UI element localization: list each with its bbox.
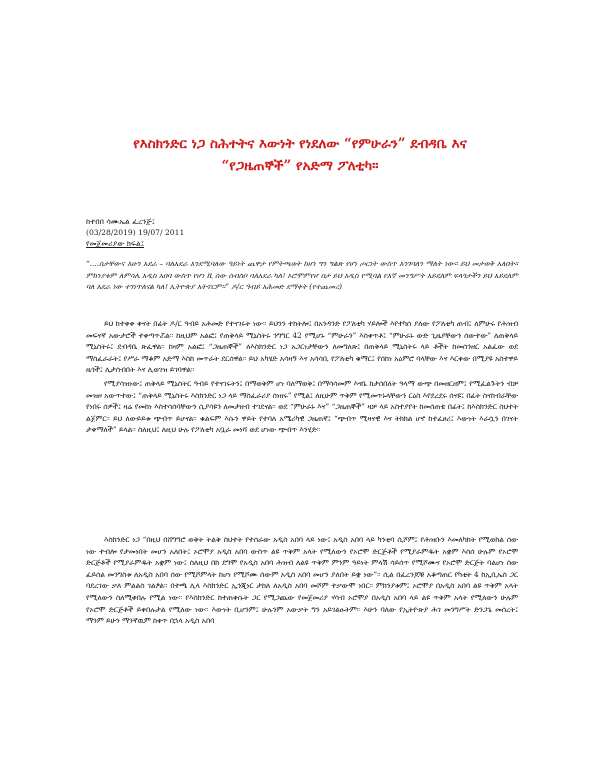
section-label: የመጀመሪያው ክፍል፤ [86, 239, 144, 248]
body-paragraph: እስክንድር ነጋ “በዚህ በሸግግሮ ወቅት ትልቅ ስህተት የተሰራው አዲስ አበባ ላይ ነው፤ አዲስ አበባ ላይ ካንቲባ ሲሾም፤ የሕዝቡን እመለካከት የሚወክል ሰው ነው ተብሎ የታመነበት መሆን አለበት፤ ኦሮሞያ አዲስ አበባ ውስጥ ልዩ ጥቅም አላት የሚለውን የኦሮሞ ድርጅቶች የሚያራምዱት አቋም እስሰ ሁሉም የኦሮሞ ድርጅቶች የሚያራምዱት አቋም ነው፤ ስለዚህ በክ ደግሞ የአዲስ አበባ ሕዝብ ለልዩ ጥቅም ምንም ዓይነት ምላሽ ሳይሰጥ የሚሾሙና የኦሮሞ ድርጅት ባልሆነ ሰው ፈይሰል መንግስቱ ለአዲስ አበባ ሰው የሚሾምላት ከሆነ የሚሾሙ ሰውም አዲስ አበባ መሆን ያለበት ይቋ ነው”፡፡ ሲል በፈረንጆቹ አቆጣጠር የካቲት 4 ከኢቢኤስ ጋር ባደረገው ቃለ ምልልስ ገልፆል፡፡ በተጫ ሊላ እስክንድር ኢንጂነር ታከለ ለአዲስ አበባ መሾም ተቃውሞ ነበር፡፡ ምክንያቱም፤ ኦሮሞያ በአዲስ አበባ ልዩ ጥቅም አላት የሚለውን ስለሚቀበሉ የሚል ነው፡፡ የእስክንድር ከተጠቀሱት ጋር የሚጋጨው የመጀመሪያ ሃሳብ ኦሮሞያ በአዲስ አበባ ላይ ልዩ ጥቅም አላት የሚለውን ሁሉም የኦሮሞ ድርጅቶች ይቀበሉታል የሚለው ነው፡፡ እውነት ቢሆንም፤ ሁሉንም አውቃት ግን አይገልፁትም፡፡ እሁን ባለው የኢትዮጵያ ሕገ መንግሥት ድንጋጌ መሰረት፤ ማንም ይሁን ማንኛዉም ከቀጥ በኋላ አዲስ አበባ [86, 535, 518, 626]
body-paragraph: የሚያሳዝነው፤ ጠቅላይ ሚኒስትር ዓብይ የተናገሩትን፤ በማወቅም ሆነ ባለማወቅ፤ በማሳሳመም እናቤ ከታሰበለት ዓላማ ውጭ በመዘርዘም፤ የሚፈልጉትን ብቻ መዝዞ አውጥተው፤ “ጠቅላይ ሚኒስትሩ እስክንድር ነጋ ላይ ማስፈራሪያ ሰነዘሩ” የሚል፤ ለዚሁም ጥቅም የሚመጥኑላቸውን ርዕስ እየደረደሩ ሰናዩ፤ በፊት ስናከብራቸው የነበሩ ሰዎች፤ ዛሬ የመከነ እስተሳሰባቸውን ሲያሳዩን ለመታዘብ ተገደናል፡፡ ወደ “ምሁራኑ እና” “ጋዜጠኞች” ዛቻ ላይ አስተያየት ከመሰጠቴ በፊት፤ ከእስክንድር ስህተት ልጀምር፡፡ ይህ ለውይይቱ ጭብጥ ይሆናል፡፡ ቁልፍም እሱን ዋይት የተባለ አሜሪካዊ ጋዜጠኛ፤ “ጭብጥ ሚዛናዊ እና ትክክል ሆኖ ከተፈፀሪ፤ እውነት እራሷን በገናት ታቀማለች” ይላል፡፡ ስለዚህ፤ ለዚህ ሁሉ የፖለቲካ አቧራ መነሻ ወደ ሆነው ጭብጥ እንሂድ፡፡ [86, 378, 518, 435]
author-line: ከተበበ ሳሙኤል ፈረንጅ፤ [86, 217, 155, 226]
body-paragraph: ይህ ከተቀቀ ቀናት በፊት ዶ/ር ዓብይ አሕመድ የተናገሩት ነው፡፡ ይህንን ተከትሎ፤ በአንዳንድ የፖለቲካ ሃይሎች እየተካሰ ያለው የፖለቲካ ጠብ፤ ለምሁሩ የሕዝብ መፍናኛ አውታሮች ተቀጣጥሯል፡፡ ከዚህም አልፎ፤ የጠቅላይ ሚኒስትሩ ንግግር 42 የሚሆኑ “ምሁራን” እስቀጥቶ፤ “ምሁራኑ ውድ ጊዜያቸውን ሰውተው” ለጠቅላይ ሚኒስትሩ፤ ደብዳቤ ጽፈዋል፡፡ ከዛም አልፎ፤ “ጋዜጠኞች” ለእስክንድር ነጋ አጋርነታቸውን ለመግለጽ፤ በጠቅላይ ሚኒስትሩ ላይ ቶችት ከመሰንዘር አልፈው ወደ ማስፈራራት፤ የሥራ ማቆም አድማ እስከ መጥራት ደርሰዋል፡፡ ይህ አካሄድ አሳዛኝ እና አሳሳቢ የፖለቲካ ቁማር፤ የሰከነ አዕምሮ ባላቸው እና እርቀው በሚያዩ አስተዋይ ዜጎች፤ ሊታሰብበት እና ሊወገዝ ይገባዋል፡፡ [86, 319, 518, 375]
article-title: የእስክንድር ነጋ ስሕተትና እውነት የነደለው “የምሁራን” ደብዳቤ እና “የጋዜጠኞች” የአድማ ፖለቲካ፡፡ [133, 136, 467, 174]
article-meta [86, 216, 386, 249]
opening-quote: “....ሰታቸውና እሁን አደራ – ባለአደራ እንደሚባለው ዓይነት ጨዋታ የምትጫወት ከሆነ ግን ግልጽ የሆነ ጦርነት ውስጥ እንገባለን ማለት ነው፡፡ ይህ መታወቅ አለበት፡፡ ምክንያቱም ለምሳሌ አዲስ አበባ ውስጥ የሆነ ሺ ሰው ሰብስቦ ባለአደራ ካለ፤ ኦሮሞምየሆ በታ ይህ አዲስ የሚባል የእኛ መንግሥት አይደለም ፍላጎታችን ይህ አይደለም ባለ አደራ ነው ተገነጥለናል ካለ፤ ኢትዮጵያ አትኖርም፡፡” ዶ/ር ዓብይ አሕመድ ደማቀት (የተጨመረ) [86, 259, 518, 292]
article-body-continued [86, 534, 518, 629]
date-line: (03/28/2019) 19/07/ 2011 [86, 228, 185, 237]
article-body [86, 318, 518, 438]
